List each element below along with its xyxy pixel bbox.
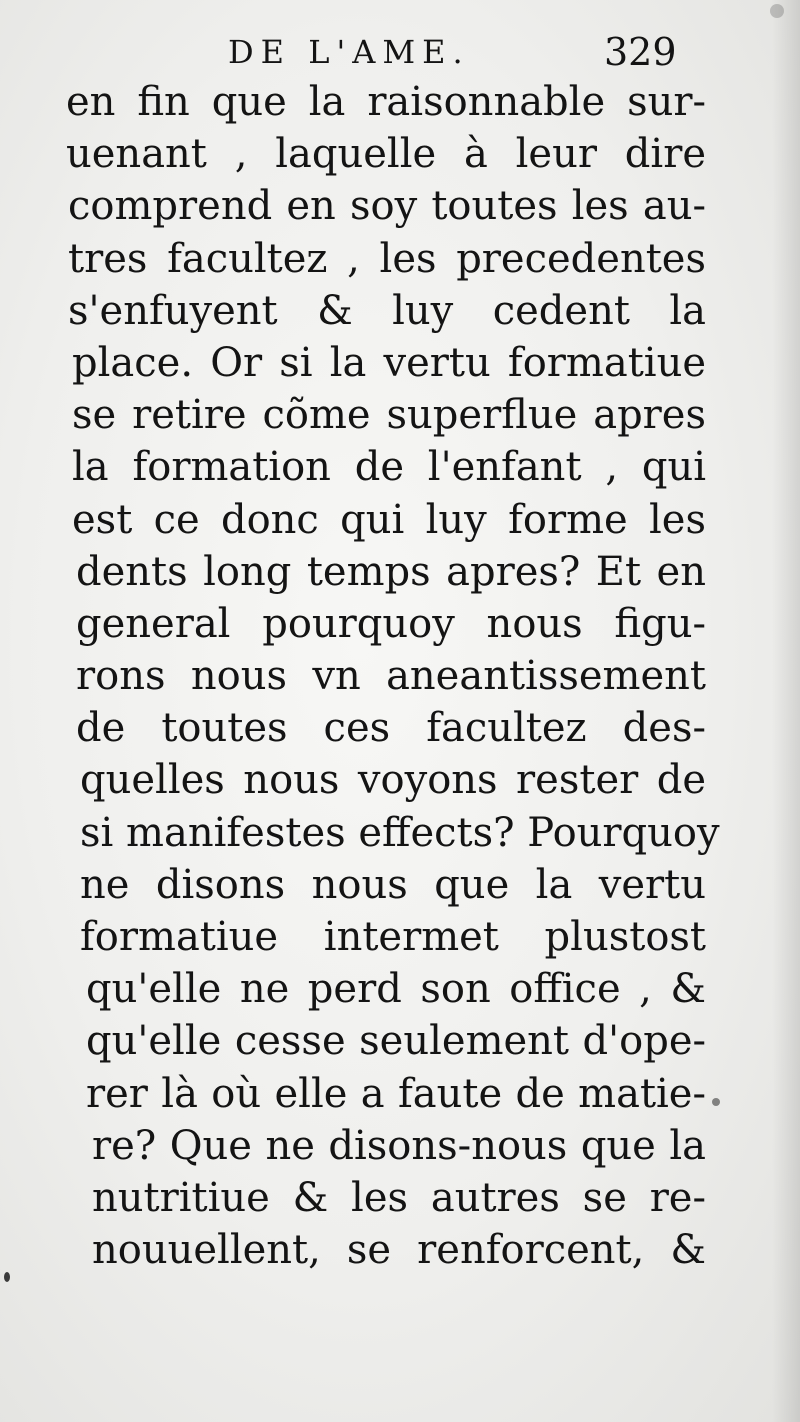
text-line: en fin que la raisonnable sur-: [66, 79, 706, 125]
text-line: ne disons nous que la vertu: [80, 861, 706, 908]
text-line: nouuellent, se renforcent, &: [92, 1227, 706, 1274]
running-title: DE L'AME.: [228, 33, 470, 71]
text-line: re? Que ne disons-nous que la: [92, 1122, 706, 1169]
page-number: 329: [604, 30, 677, 74]
ink-speck: [4, 1272, 10, 1282]
text-line: qu'elle ne perd son office , &: [86, 966, 706, 1013]
text-line: nutritiue & les autres se re-: [92, 1174, 706, 1221]
text-line: rons nous vn aneantissement: [76, 653, 706, 700]
text-line: de toutes ces facultez des-: [76, 705, 706, 752]
text-line: uenant , laquelle à leur dire: [66, 131, 706, 178]
text-line: place. Or si la vertu formatiue: [72, 339, 706, 386]
text-line: qu'elle cesse seulement d'ope-: [86, 1018, 706, 1065]
text-line: se retire cõme superflue apres: [72, 392, 706, 439]
paper-stain: [770, 4, 784, 18]
body-text: [66, 76, 720, 1276]
text-line: quelles nous voyons rester de: [80, 757, 706, 804]
text-line: formatiue intermet plustost: [80, 914, 706, 960]
text-line: dents long temps apres? Et en: [76, 548, 706, 595]
page-edge-shadow: [772, 0, 800, 1422]
ink-speck: [712, 1098, 720, 1106]
text-line: tres facultez , les precedentes: [68, 235, 706, 282]
text-line: comprend en soy toutes les au-: [68, 183, 706, 230]
text-line: est ce donc qui luy forme les: [72, 496, 706, 543]
text-line: si manifestes effects? Pourquoy: [80, 809, 720, 856]
text-line: la formation de l'enfant , qui: [72, 444, 706, 491]
text-line: s'enfuyent & luy cedent la: [68, 287, 706, 334]
text-line: rer là où elle a faute de matie-: [86, 1070, 706, 1117]
text-line: general pourquoy nous figu-: [76, 600, 706, 647]
